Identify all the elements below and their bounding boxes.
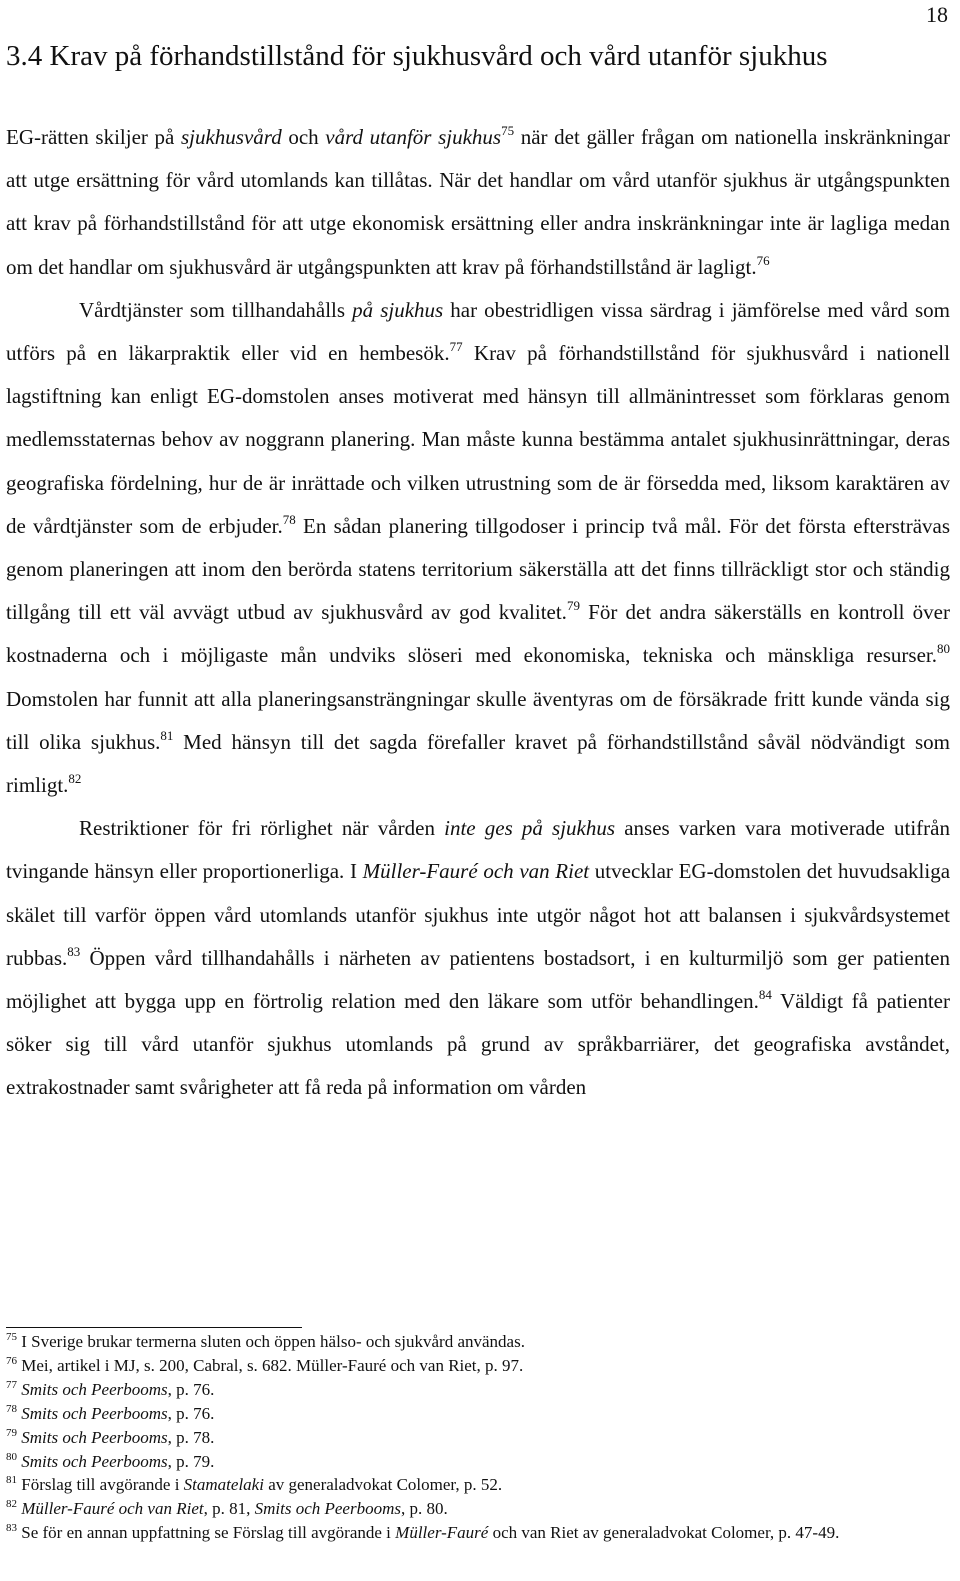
paragraph-2: Vårdtjänster som tillhandahålls på sjukhus har obestridligen vissa särdrag i jämförelse med vård som utförs på en läkarpraktik eller vid en hembesök.$^{77}$ Krav på förhandstillstånd för sjukhusvård i nationell lagstiftning kan enligt EG-domstolen anses motiverat med hänsyn till allmänintresset som förklaras genom medlemsstaternas behov av noggrann planering. Man måste kunna bestämma antalet sjukhusinrättningar, deras geografiska fördelning, hur de är inrättade och vilken utrustning som de är försedda med, liksom karaktären av de vårdtjänster som de erbjuder.$^{78}$ En sådan planering tillgodoser i princip två mål. För det första eftersträvas genom planeringen att inom den berörda statens territorium säkerställa att det finns tillräckligt stor och ständig tillgång till ett väl avvägt utbud av sjukhusvård av god kvalitet.$^{79}$ För det andra säkerställs en kontroll över kostnaderna och i möjligaste mån undviks slöseri med ekonomiska, tekniska och mänskliga resurser.$^{80}$ Domstolen har funnit att alla planeringsansträngningar skulle äventyras om de försäkrade fritt kunde vända sig till olika sjukhus.$^{81}$ Med hänsyn till det sagda förefaller kravet på förhandstillstånd såväl nödvändigt som rimligt.$^{82}$ [6,297,951,798]
footnote-ref[interactable]: 83 [67,943,81,959]
footnote-ref[interactable]: 82 [68,771,82,787]
footnote: $^{79}$ Smits och Peerbooms, p. 78. [6,1426,215,1447]
footnote-number: 76 [6,1354,17,1367]
footnote: $^{82}$ Müller-Fauré och van Riet, p. 81, Smits och Peerbooms, p. 80. [6,1498,448,1519]
paragraph-1: EG-rätten skiljer på sjukhusvård och vård utanför sjukhus$^{75}$ när det gäller frågan om nationella inskränkningar att utge ersättning för vård utomlands kan tillåtas. När det handlar om vård utanför sjukhus är utgångspunkten att krav på förhandstillstånd för att utge ekonomisk ersättning eller andra inskränkningar inte är lagliga medan om det handlar om sjukhusvård är utgångspunkten att krav på förhandstillstånd är lagligt.$^{76}$ [6,123,950,279]
footnote: $^{76}$ Mei, artikel i MJ, s. 200, Cabral, s. 682. Müller-Fauré och van Riet, p. 97. [6,1354,524,1375]
footnote-number: 81 [6,1474,17,1487]
footnote: $^{80}$ Smits och Peerbooms, p. 79. [6,1450,215,1471]
footnote-number: 82 [6,1498,17,1511]
footnote: $^{77}$ Smits och Peerbooms, p. 76. [6,1378,215,1399]
footnote-ref[interactable]: 84 [758,987,772,1003]
footnote: $^{78}$ Smits och Peerbooms, p. 76. [6,1402,215,1423]
footnote-number: 77 [6,1378,17,1391]
section-heading: 3.4 Krav på förhandstillstånd för sjukhusvård och vård utanför sjukhus [6,40,828,72]
footnote: $^{83}$ Se för en annan uppfattning se Förslag till avgörande i Müller-Fauré och van Riet av generaladvokat Colomer, p. 47-49. [6,1522,840,1543]
body-text [6,116,950,1110]
footnote-number: 75 [6,1331,17,1343]
footnote-number: 78 [6,1402,17,1415]
footnotes [6,1330,950,1545]
footnote-number: 79 [6,1426,17,1439]
footnote-ref[interactable]: 78 [282,511,296,527]
paragraph-3: Restriktioner för fri rörlighet när vården inte ges på sjukhus anses varken vara motiverade utifrån tvingande hänsyn eller proportionerliga. I Müller-Fauré och van Riet utvecklar EG-domstolen det huvudsakliga skälet till varför öppen vård utomlands utanför sjukhus inte utgör något hot att balansen i sjukvårdsystemet rubbas.$^{83}$ Öppen vård tillhandahålls i närheten av patientens bostadsort, i en kulturmiljö som ger patienten möjlighet att bygga upp en förtrolig relation med den läkare som utför behandlingen.$^{84}$ Väldigt få patienter söker sig till vård utanför sjukhus utomlands på grund av språkbarriärer, det geografiska avståndet, extrakostnader samt svårigheter att få reda på information om vården [6,816,951,1100]
footnote-separator [6,1327,302,1328]
footnote-number: 83 [6,1522,17,1535]
footnote-ref[interactable]: 80 [937,641,950,657]
page-number: 18 [926,2,948,27]
footnote-number: 80 [6,1450,17,1463]
footnote-ref[interactable]: 81 [160,727,174,743]
footnote: $^{81}$ Förslag till avgörande i Stamatelaki av generaladvokat Colomer, p. 52. [6,1474,503,1495]
footnote-ref[interactable]: 75 [501,123,515,138]
footnote-ref[interactable]: 77 [449,339,463,355]
footnote: $^{75}$ I Sverige brukar termerna sluten och öppen hälso- och sjukvård användas. [6,1331,525,1351]
footnote-ref[interactable]: 79 [566,598,580,614]
footnote-ref[interactable]: 76 [756,252,770,268]
